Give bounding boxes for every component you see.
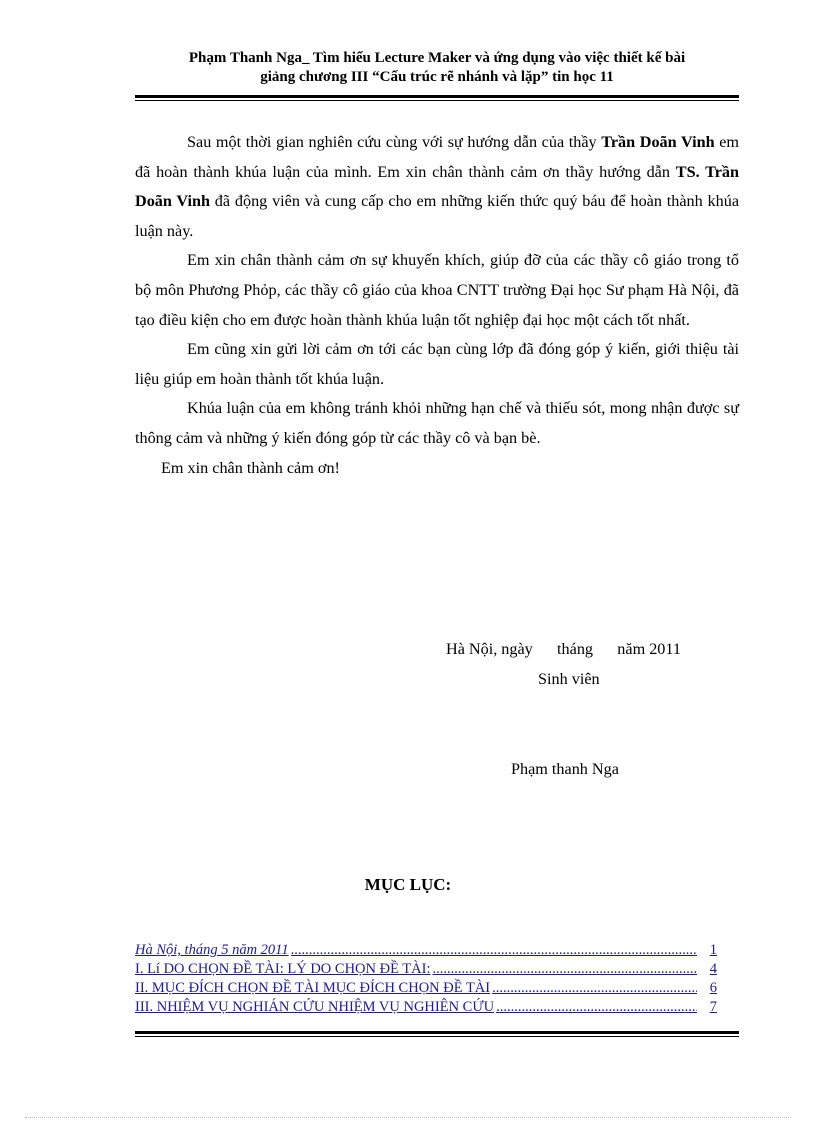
signature-role: Sinh viên: [538, 670, 600, 688]
page-edge: [25, 1117, 791, 1118]
header-line-2: giảng chương III “Cấu trúc rẽ nhánh và lặp” tin học 11: [260, 69, 614, 85]
paragraph-2: Em xin chân thành cảm ơn sự khuyến khích, giúp đỡ của các thầy cô giáo trong tổ bộ môn Phương Phỏp, các thầy cô giáo của khoa CNTT trường Đại học Sư phạm Hà Nội, đã tạo điều kiện cho em được hoàn thành khúa luận tốt nghiệp đại học một cách tốt nhất.: [135, 251, 739, 329]
advisor-title-name: TS. Trần Doãn Vinh: [135, 162, 739, 211]
page-header: [135, 49, 739, 87]
header-line-1: Phạm Thanh Nga_ Tìm hiểu Lecture Maker và ứng dụng vào việc thiết kế bài: [188, 50, 686, 66]
closing-line: Em xin chân thành cảm ơn!: [161, 458, 340, 477]
toc-entry[interactable]: Hà Nội, tháng 5 năm 2011 ..... 1: [135, 942, 717, 961]
toc-entry[interactable]: III. NHIỆM VỤ NGHIÁN CỨU NHIỆM VỤ NGHIÊN CỨU ..... 7: [135, 999, 717, 1018]
paragraph-1: Sau một thời gian nghiên cứu cùng với sự hướng dẫn của thầy Trần Doãn Vinh em đã hoàn thành khúa luận của mình. Em xin chân thành cảm ơn thầy hướng dẫn TS. Trần Doãn Vinh đã động viên và cung cấp cho em những kiến thức quý báu để hoàn thành khúa luận này.: [135, 133, 739, 240]
header-divider: [135, 95, 739, 101]
paragraph-3: Em cũng xin gửi lời cảm ơn tới các bạn cùng lớp đã đóng góp ý kiến, giới thiệu tài liệu giúp em hoàn thành tốt khúa luận.: [135, 340, 739, 388]
signature-place-date: Hà Nội, ngày tháng năm 2011: [446, 640, 681, 658]
toc-title: MỤC LỤC:: [364, 875, 452, 894]
table-of-contents: [135, 942, 717, 1018]
acknowledgement-body: [135, 128, 739, 483]
advisor-name: Trần Doãn Vinh: [601, 133, 715, 151]
signature-name: Phạm thanh Nga: [511, 760, 619, 778]
footer-divider: [135, 1031, 739, 1037]
toc-entry[interactable]: I. Lí DO CHỌN ĐỀ TÀI: LÝ DO CHỌN ĐỀ TÀI: ..... 4: [135, 961, 717, 980]
paragraph-4: Khúa luận của em không tránh khỏi những hạn chế và thiếu sót, mong nhận được sự thông cảm và những ý kiến đóng góp từ các thầy cô và bạn bè.: [135, 399, 739, 447]
toc-entry[interactable]: II. MỤC ĐÍCH CHỌN ĐỀ TÀI MỤC ĐÍCH CHỌN ĐỀ TÀI ..... 6: [135, 980, 717, 999]
